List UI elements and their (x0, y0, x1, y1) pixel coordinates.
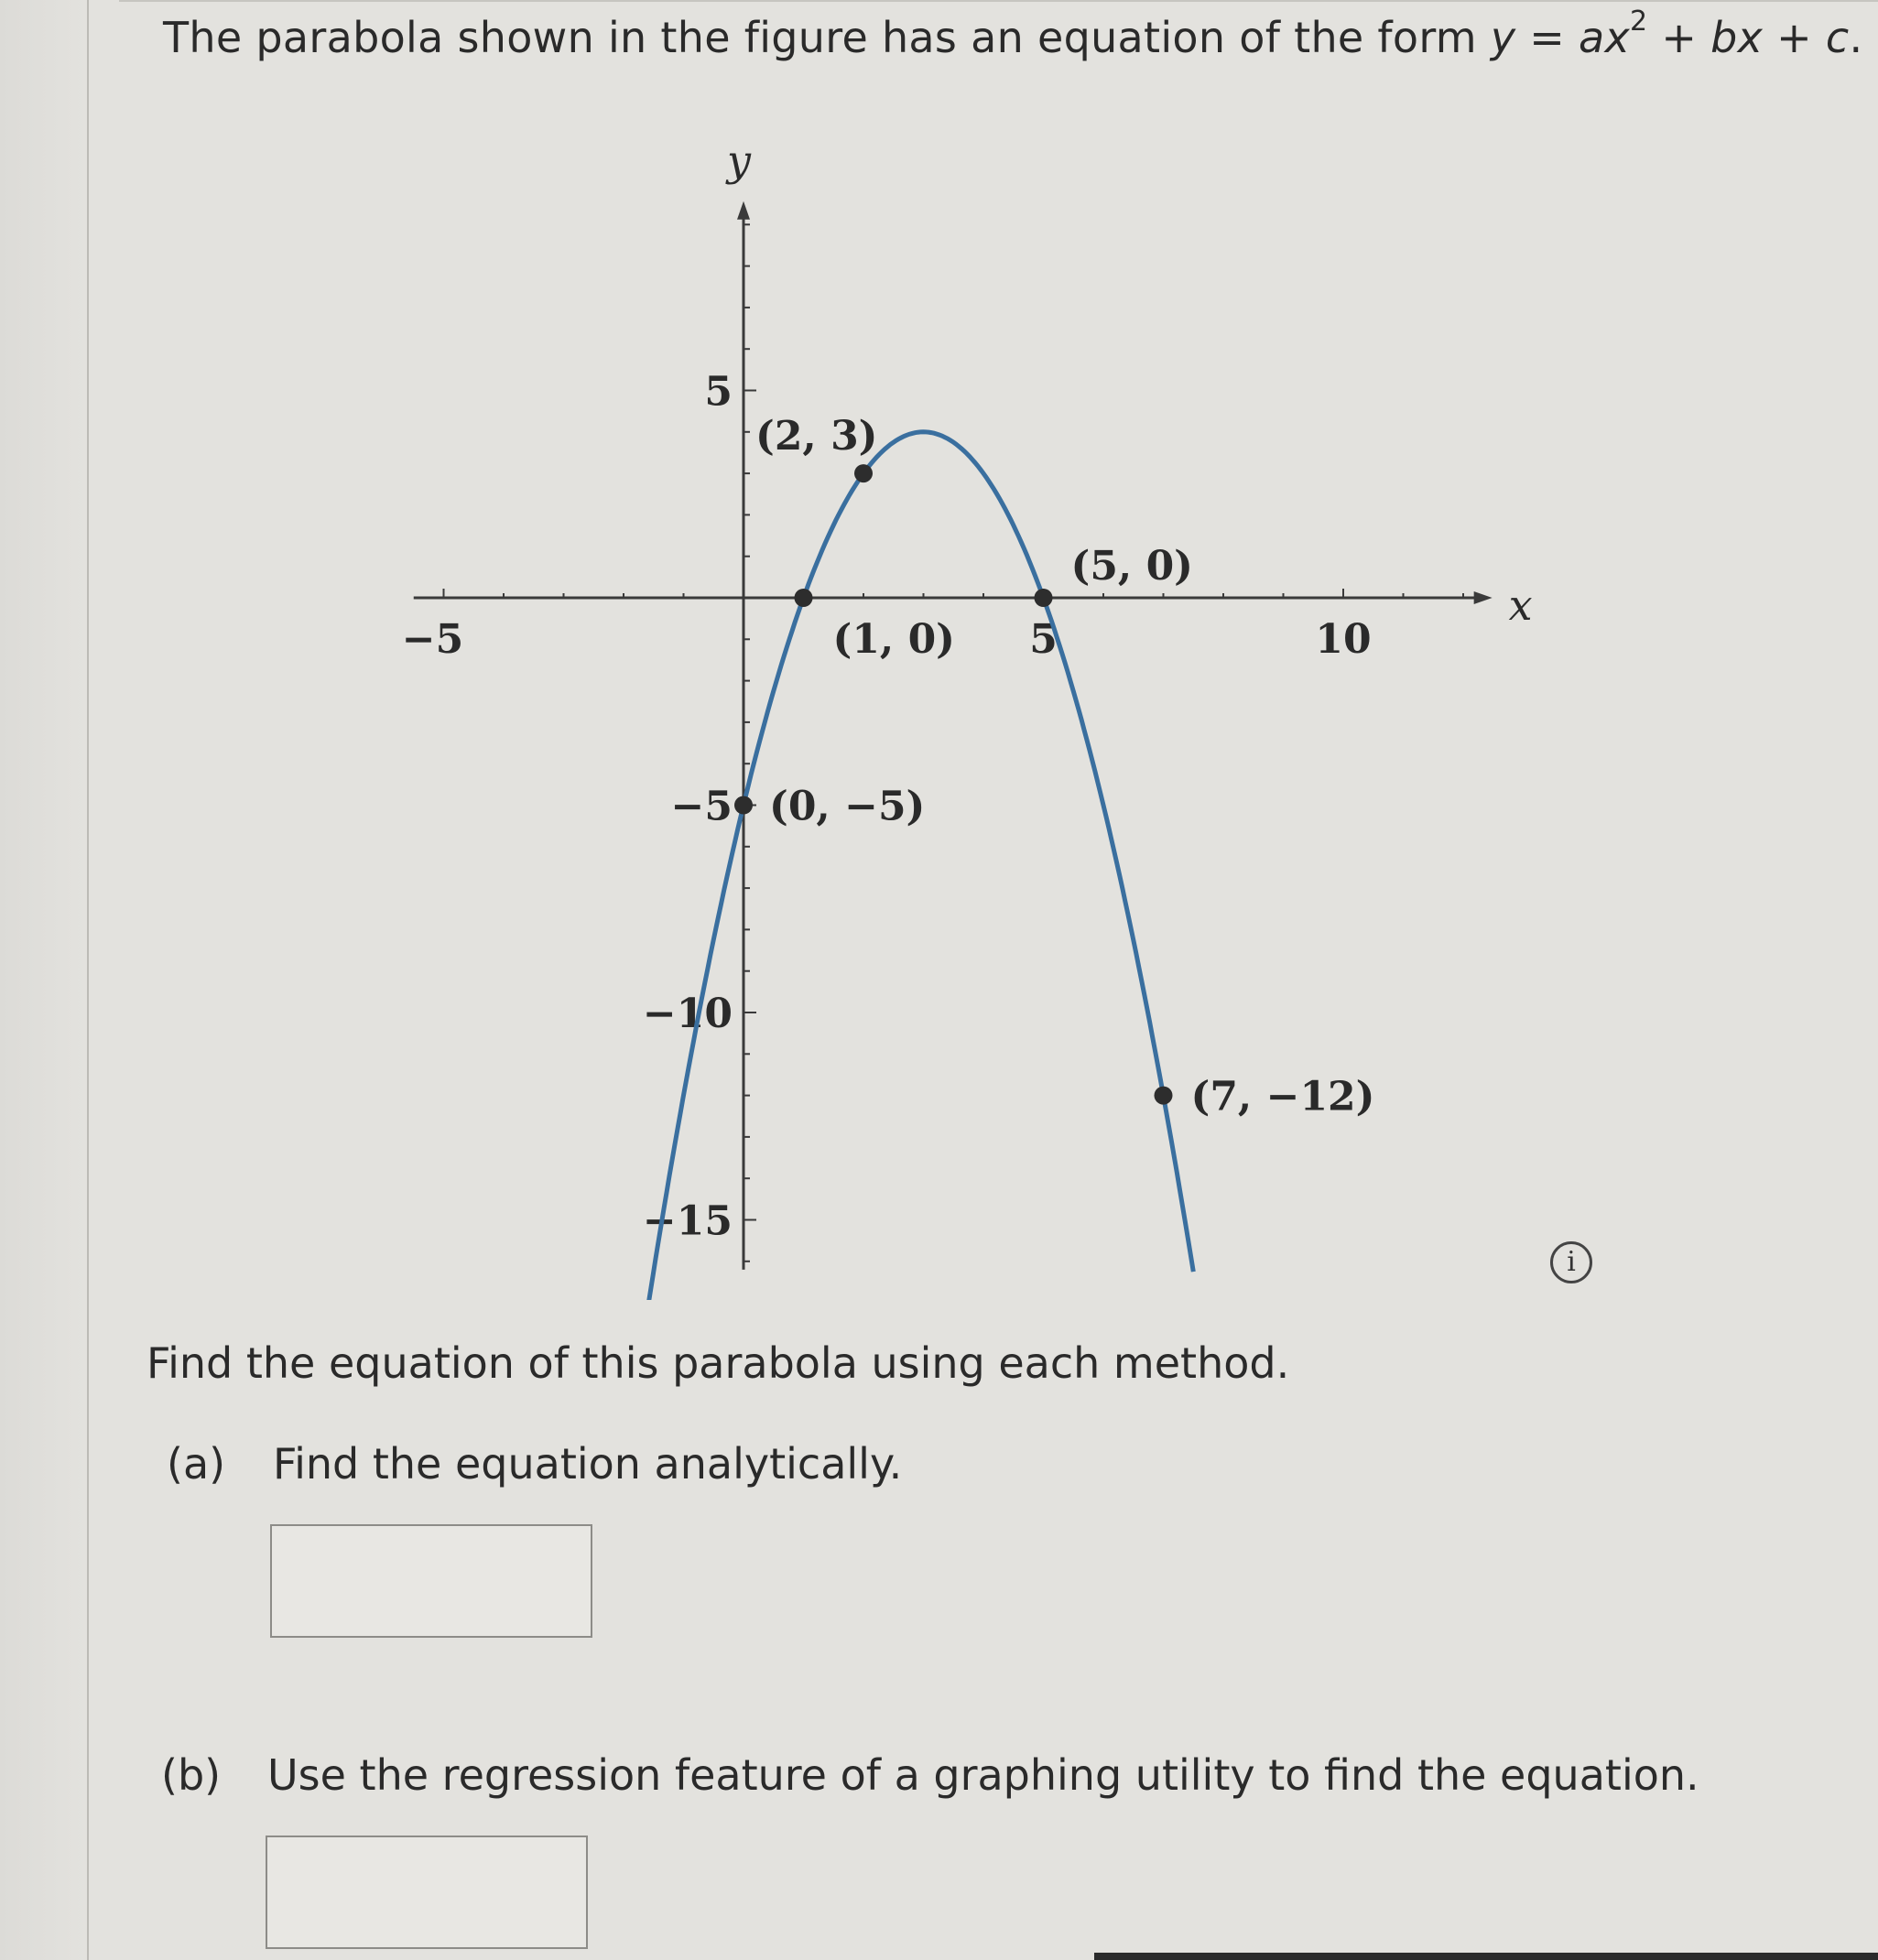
prompt-text: The parabola shown in the figure has an equation of the form (163, 13, 1491, 62)
y-tick-label: −15 (642, 1197, 733, 1245)
prompt-formula-y: y (1490, 13, 1516, 62)
data-point (1035, 589, 1053, 607)
data-point (734, 796, 753, 815)
y-tick-label: 5 (704, 368, 733, 416)
prompt-formula-exponent: 2 (1630, 5, 1648, 38)
point-label: (5, 0) (1070, 543, 1194, 590)
x-tick-label: 10 (1315, 616, 1372, 663)
data-point (1155, 1087, 1173, 1105)
prompt-formula-plus1: + (1647, 13, 1711, 62)
prompt-formula-period: . (1849, 13, 1863, 62)
prompt-formula-eq: = (1515, 13, 1579, 62)
info-icon[interactable]: i (1550, 1241, 1592, 1283)
x-axis-label: x (1508, 580, 1533, 630)
answer-input-a[interactable] (270, 1524, 592, 1638)
prompt-formula-bx: bx (1710, 13, 1764, 62)
y-tick-label: −10 (642, 991, 733, 1037)
x-tick-label: −5 (401, 616, 464, 663)
y-tick-label: −5 (670, 783, 733, 830)
prompt-formula-ax: ax (1579, 13, 1631, 62)
data-point (795, 589, 813, 607)
point-label: (7, −12) (1190, 1073, 1375, 1121)
part-b (161, 1750, 1699, 1800)
point-label: (2, 3) (755, 413, 878, 460)
prompt-formula-c: c (1825, 13, 1850, 62)
part-a (167, 1439, 902, 1489)
part-b-letter: (b) (161, 1750, 222, 1800)
prompt-formula-plus2: + (1763, 13, 1826, 62)
part-b-text: Use the regression feature of a graphing utility to find the equation. (267, 1750, 1699, 1800)
point-label: (1, 0) (832, 616, 956, 663)
part-a-text: Find the equation analytically. (273, 1439, 903, 1489)
answer-input-b[interactable] (266, 1835, 588, 1949)
instructions-text: Find the equation of this parabola using each method. (147, 1338, 1290, 1388)
x-tick-label: 5 (1029, 616, 1058, 663)
y-axis-arrow (737, 201, 750, 220)
y-axis-label: y (727, 135, 751, 186)
part-a-letter: (a) (167, 1439, 226, 1489)
data-point (854, 464, 873, 482)
bottom-bar (1094, 1953, 1878, 1960)
point-label: (0, −5) (769, 783, 926, 830)
x-axis-arrow (1474, 591, 1493, 604)
